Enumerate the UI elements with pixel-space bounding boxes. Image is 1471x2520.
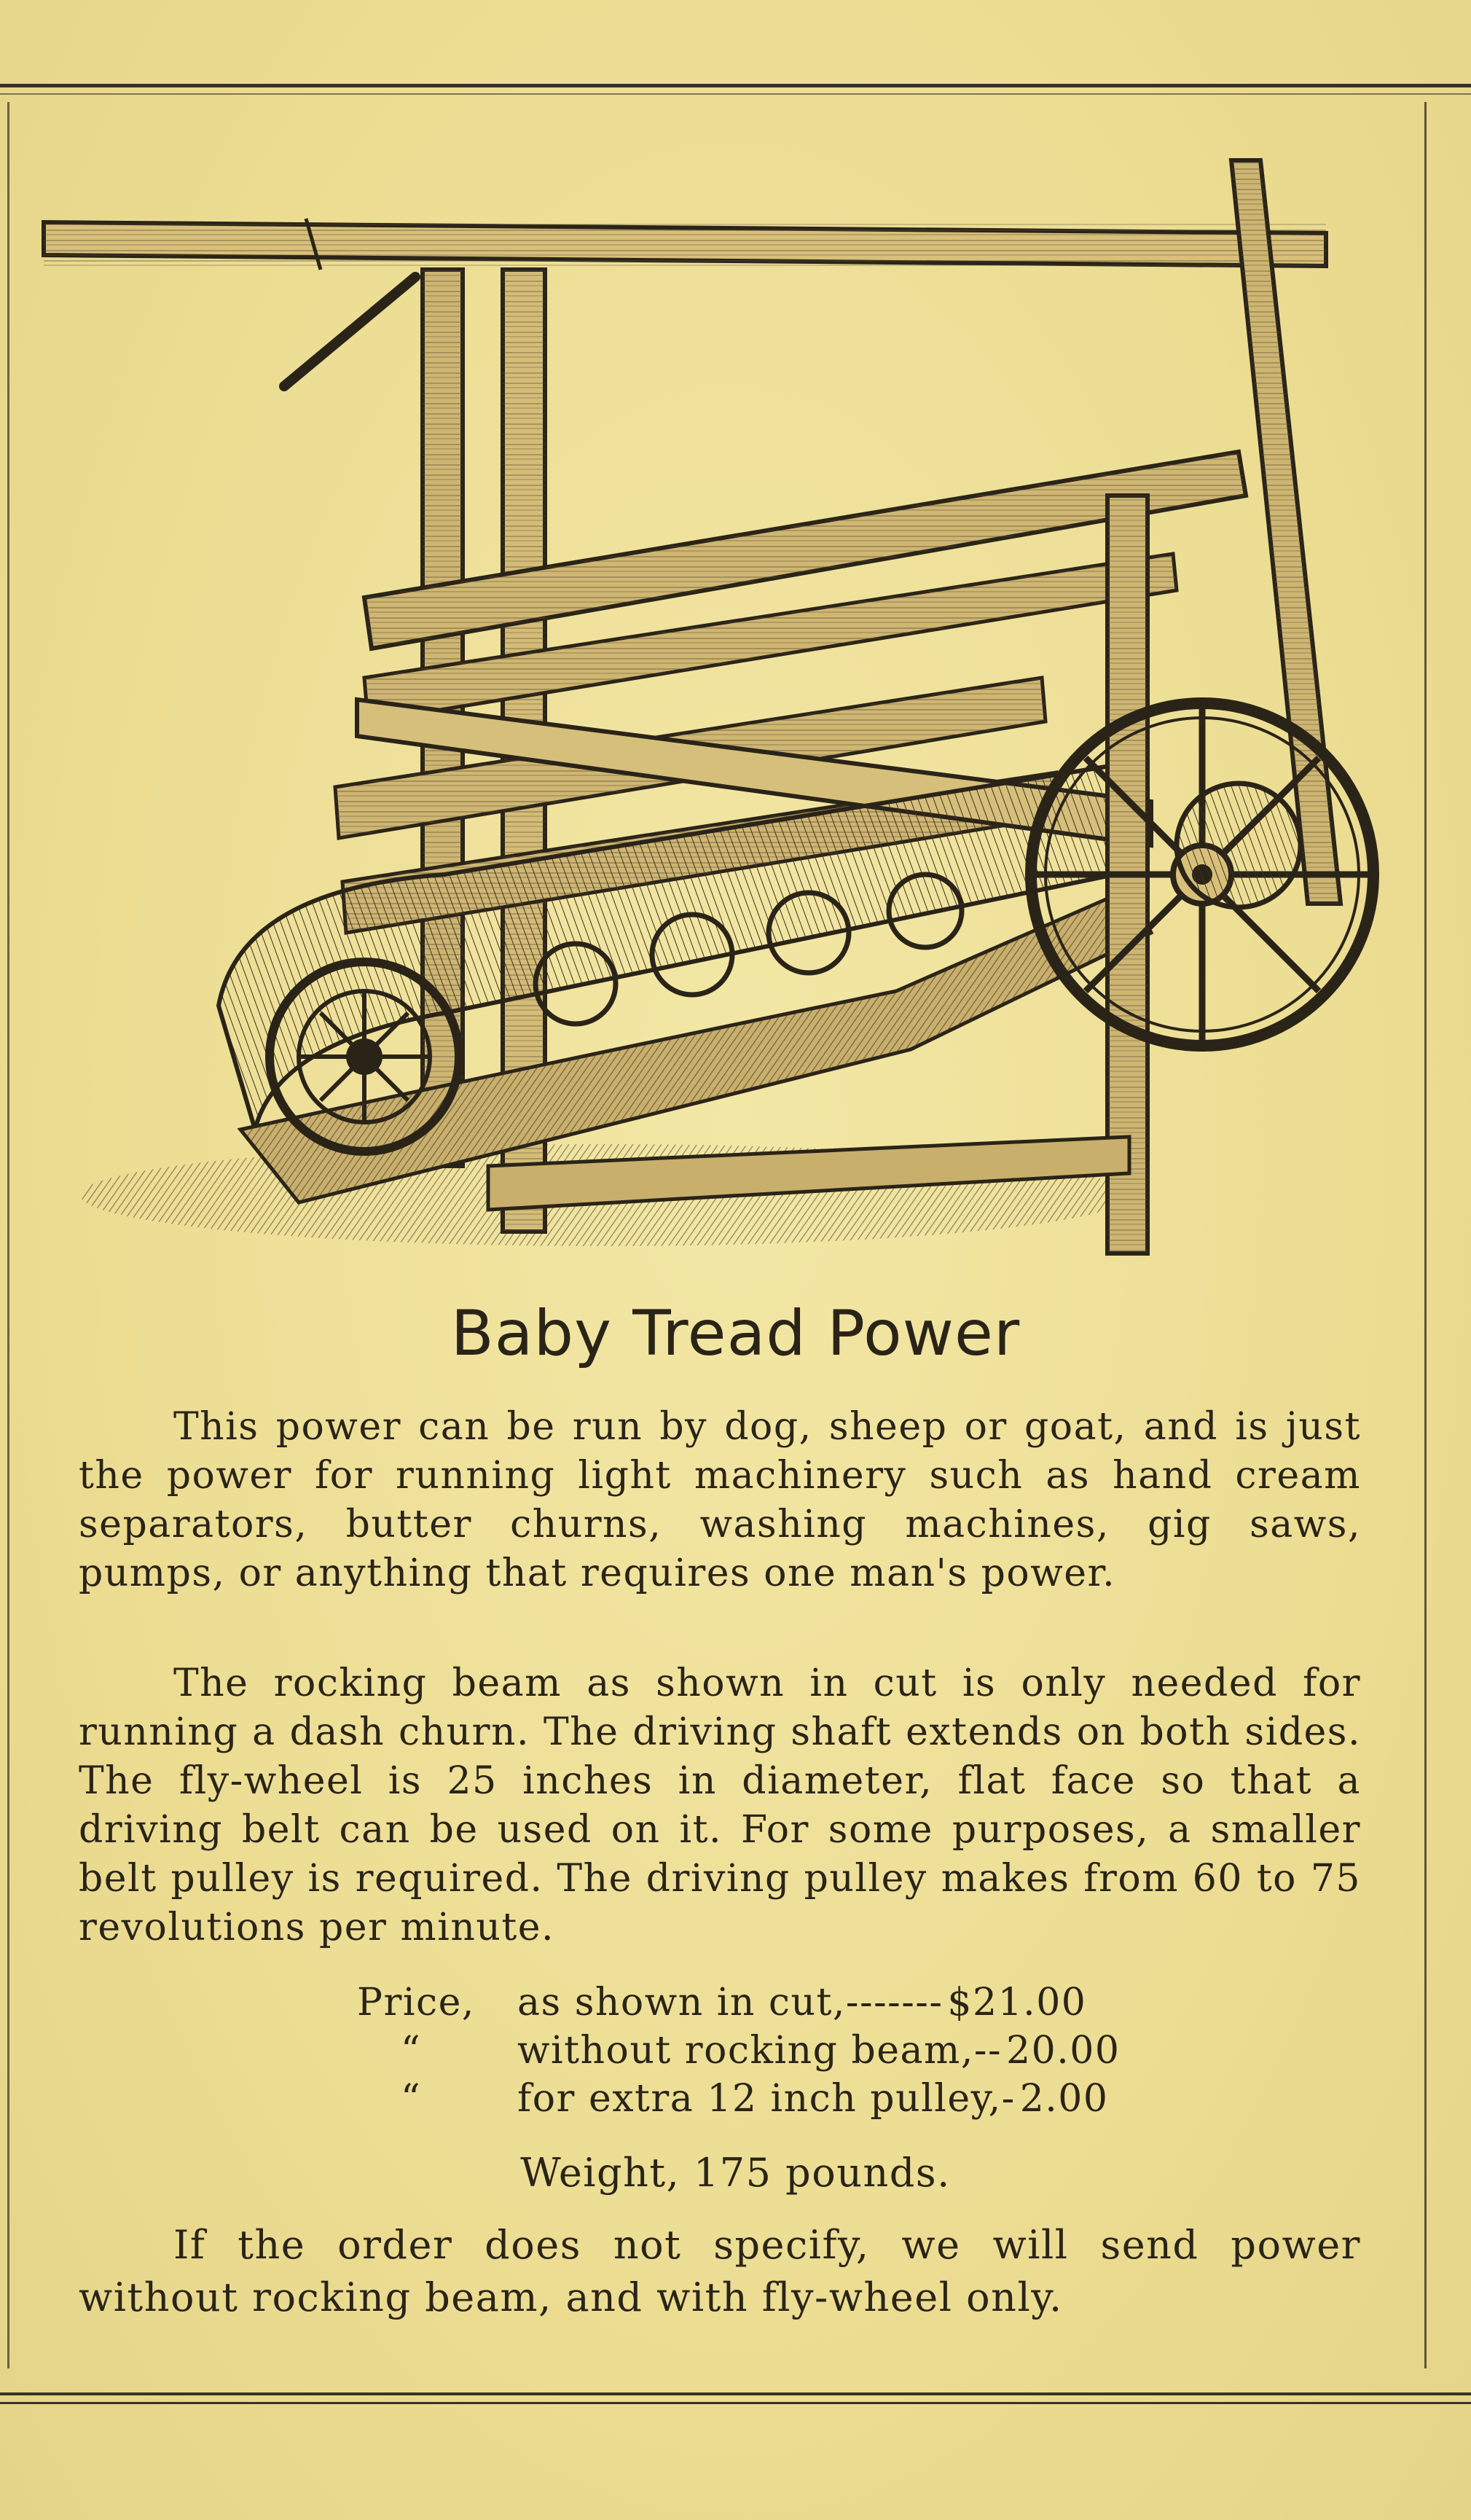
price-row xyxy=(357,1979,1120,2027)
description-text: This power can be run by dog, sheep or goat, and is just the power for running light machinery such as hand cream separators, butter churns, washing machines, gig saws, pumps, or anything that requires one man's power. xyxy=(79,1405,1361,1595)
bottom-rule xyxy=(0,2392,1471,2395)
price-amount: $21.00 xyxy=(947,1981,1087,2024)
description-paragraph xyxy=(79,1403,1361,1598)
price-leader-dots: -- xyxy=(973,2029,1003,2073)
price-amount: 20.00 xyxy=(1006,2029,1121,2073)
details-text: The rocking beam as shown in cut is only needed for running a dash churn. The driving shaft extends on both sides. The fly-wheel is 25 inches in diameter, flat face so that a driving belt can be used on it. For some purposes, a smaller belt pulley is required. The driving pulley makes from 60 to 75 revolutions per minute. xyxy=(79,1662,1361,1949)
price-description: without rocking beam, xyxy=(517,2029,974,2073)
price-description: as shown in cut, xyxy=(517,1981,846,2024)
tread-power-engraving xyxy=(36,146,1406,1297)
top-rule-thin xyxy=(0,93,1471,95)
price-amount: 2.00 xyxy=(1019,2077,1109,2121)
order-note-text: If the order does not specify, we will send power without rocking beam, and with fly-wheel only. xyxy=(79,2222,1361,2320)
details-paragraph xyxy=(79,1659,1361,1952)
price-description: for extra 12 inch pulley, xyxy=(517,2077,1002,2121)
weight-line: Weight, 175 pounds. xyxy=(520,2150,951,2196)
page-title: Baby Tread Power xyxy=(450,1297,1021,1370)
price-row xyxy=(357,2075,1120,2123)
left-border xyxy=(7,102,9,2368)
ditto-mark: “ xyxy=(401,2029,422,2073)
price-list xyxy=(357,1979,1120,2123)
price-leader-dots: - xyxy=(1001,2077,1016,2121)
price-leader-dots: ------- xyxy=(845,1981,944,2024)
price-row xyxy=(357,2027,1120,2075)
order-note-paragraph xyxy=(79,2219,1361,2324)
ditto-mark: “ xyxy=(401,2077,422,2121)
top-rule xyxy=(0,84,1471,87)
bottom-rule-thick xyxy=(0,2402,1471,2404)
price-lead: Price, xyxy=(357,1981,475,2024)
right-border xyxy=(1424,102,1427,2368)
